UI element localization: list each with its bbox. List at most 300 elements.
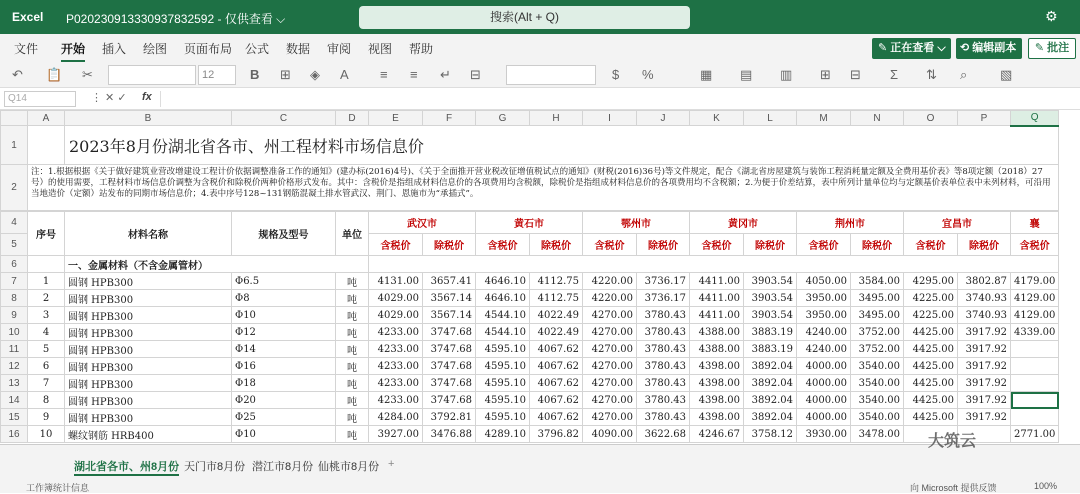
cell-price[interactable]: 4000.00	[797, 358, 851, 375]
cell-price[interactable]: 4295.00	[904, 273, 958, 290]
cell-price[interactable]: 3780.43	[637, 324, 690, 341]
cell-price[interactable]: 3780.43	[637, 307, 690, 324]
cell-price[interactable]: 4270.00	[583, 392, 637, 409]
cell-price[interactable]: 4411.00	[690, 307, 744, 324]
header-notax-price[interactable]: 除税价	[530, 234, 583, 256]
cell-price[interactable]: 4179.00	[1011, 273, 1059, 290]
header-unit[interactable]: 单位	[336, 212, 369, 256]
cell-price[interactable]: 4050.00	[797, 273, 851, 290]
cell-unit[interactable]: 吨	[336, 392, 369, 409]
gear-icon[interactable]: ⚙	[1045, 8, 1058, 24]
cell[interactable]	[369, 256, 1059, 273]
cell-price[interactable]: 4129.00	[1011, 307, 1059, 324]
cell-price[interactable]: 3540.00	[851, 409, 904, 426]
table-row[interactable]	[1, 409, 1059, 426]
cell-price[interactable]: 4225.00	[904, 307, 958, 324]
cell-price[interactable]: 4595.10	[476, 392, 530, 409]
cell-price[interactable]: 3892.04	[744, 358, 797, 375]
cell-name[interactable]: 螺纹钢筋 HRB400	[65, 426, 232, 443]
col-header-i[interactable]: I	[583, 111, 637, 126]
section-header[interactable]: 一、金属材料（不含金属管材）	[65, 256, 369, 273]
col-header-k[interactable]: K	[690, 111, 744, 126]
insert-cells-icon[interactable]: ⊞	[820, 67, 831, 82]
cell-seq[interactable]: 8	[28, 392, 65, 409]
cell-name[interactable]: 圆钢 HPB300	[65, 273, 232, 290]
cell-price[interactable]: 3883.19	[744, 341, 797, 358]
cell-price[interactable]: 4398.00	[690, 375, 744, 392]
cell-price[interactable]: 4411.00	[690, 273, 744, 290]
cell-price[interactable]: 4646.10	[476, 290, 530, 307]
cell-styles-icon[interactable]: ▥	[780, 67, 793, 82]
table-row[interactable]	[1, 273, 1059, 290]
data-rows[interactable]	[1, 273, 1059, 443]
workbook-stats[interactable]: 工作簿统计信息	[26, 483, 90, 493]
city-header-huangshi[interactable]: 黄石市	[476, 212, 583, 234]
title-bar	[0, 0, 1080, 34]
header-spec[interactable]: 规格及型号	[232, 212, 336, 256]
cell-price[interactable]: 3736.17	[637, 290, 690, 307]
cell-name[interactable]: 圆钢 HPB300	[65, 307, 232, 324]
header-tax-price[interactable]: 含税价	[904, 234, 958, 256]
cell-spec[interactable]: Φ16	[232, 358, 336, 375]
corner-cell[interactable]	[1, 111, 28, 126]
formula-bar	[0, 88, 1080, 110]
cell-price[interactable]: 4270.00	[583, 324, 637, 341]
row-header[interactable]: 15	[1, 409, 28, 426]
cell-price[interactable]: 4411.00	[690, 290, 744, 307]
cell-spec[interactable]: Φ14	[232, 341, 336, 358]
find-icon[interactable]: ⌕	[960, 67, 968, 82]
tab-page-layout[interactable]: 页面布局	[184, 42, 233, 56]
header-seq[interactable]: 序号	[28, 212, 65, 256]
cell-unit[interactable]: 吨	[336, 341, 369, 358]
cell-price[interactable]: 3478.00	[851, 426, 904, 443]
table-row[interactable]	[1, 307, 1059, 324]
cell-name[interactable]: 圆钢 HPB300	[65, 341, 232, 358]
conditional-format-icon[interactable]: ▦	[700, 67, 713, 82]
col-header-b[interactable]: B	[65, 111, 232, 126]
cell-unit[interactable]: 吨	[336, 273, 369, 290]
cell-price[interactable]: 3892.04	[744, 392, 797, 409]
cell-spec[interactable]: Φ20	[232, 392, 336, 409]
cell-price[interactable]: 3622.68	[637, 426, 690, 443]
cell-price[interactable]: 3927.00	[369, 426, 423, 443]
table-row[interactable]	[1, 392, 1059, 409]
header-tax-price[interactable]: 含税价	[583, 234, 637, 256]
cell-price[interactable]: 4544.10	[476, 307, 530, 324]
cell[interactable]	[28, 126, 65, 165]
cell-seq[interactable]: 10	[28, 426, 65, 443]
cell-price[interactable]: 4240.00	[797, 341, 851, 358]
feedback-link[interactable]: 向 Microsoft 提供反馈	[910, 483, 997, 493]
cell-price[interactable]: 4270.00	[583, 358, 637, 375]
cell-price[interactable]: 4595.10	[476, 341, 530, 358]
cell-price[interactable]: 4112.75	[530, 290, 583, 307]
cell-price[interactable]: 4595.10	[476, 358, 530, 375]
cell-price[interactable]: 4233.00	[369, 341, 423, 358]
cell-price[interactable]	[1011, 375, 1059, 392]
cell-price[interactable]: 3950.00	[797, 307, 851, 324]
cell-price[interactable]: 4289.10	[476, 426, 530, 443]
cell-price[interactable]: 4270.00	[583, 341, 637, 358]
cell-unit[interactable]: 吨	[336, 324, 369, 341]
merge-icon[interactable]: ⊟	[470, 67, 481, 82]
cell-price[interactable]: 4398.00	[690, 392, 744, 409]
cell-price[interactable]: 4233.00	[369, 358, 423, 375]
col-header-l[interactable]: L	[744, 111, 797, 126]
city-header-xiang[interactable]: 襄	[1011, 212, 1059, 234]
table-row[interactable]	[1, 358, 1059, 375]
cell-price[interactable]: 4425.00	[904, 324, 958, 341]
col-header-o[interactable]: O	[904, 111, 958, 126]
table-row[interactable]	[1, 341, 1059, 358]
viewing-mode-button[interactable]: ✎ 正在查看 ⌵	[872, 38, 951, 59]
name-box[interactable]: Q14	[4, 91, 76, 107]
sort-filter-icon[interactable]: ⇅	[926, 67, 937, 82]
sheet-title[interactable]: 2023年8月份湖北省各市、州工程材料市场信息价	[65, 126, 1059, 165]
analyze-icon[interactable]: ▧	[1000, 67, 1013, 82]
col-header-j[interactable]: J	[637, 111, 690, 126]
undo-icon[interactable]: ↶	[12, 67, 23, 82]
cell-price[interactable]: 3736.17	[637, 273, 690, 290]
cell-seq[interactable]: 9	[28, 409, 65, 426]
row-header[interactable]: 9	[1, 307, 28, 324]
cell-price[interactable]: 3796.82	[530, 426, 583, 443]
cell-price[interactable]: 3747.68	[423, 324, 476, 341]
tab-insert[interactable]: 插入	[102, 42, 127, 56]
cell-price[interactable]: 4339.00	[1011, 324, 1059, 341]
cell-price[interactable]: 3567.14	[423, 290, 476, 307]
city-header-yichang[interactable]: 宜昌市	[904, 212, 1011, 234]
cell-spec[interactable]: Φ8	[232, 290, 336, 307]
cell-price[interactable]: 3747.68	[423, 375, 476, 392]
cell-seq[interactable]: 7	[28, 375, 65, 392]
tab-data[interactable]: 数据	[286, 42, 311, 56]
city-header-wuhan[interactable]: 武汉市	[369, 212, 476, 234]
cell-price[interactable]: 4270.00	[583, 409, 637, 426]
cell-price[interactable]: 4270.00	[583, 307, 637, 324]
cell-price[interactable]: 3747.68	[423, 358, 476, 375]
cell-price[interactable]	[1011, 409, 1059, 426]
cell-seq[interactable]: 6	[28, 358, 65, 375]
cell-price[interactable]: 3792.81	[423, 409, 476, 426]
table-format-icon[interactable]: ▤	[740, 67, 753, 82]
format-painter-icon[interactable]: ✂	[82, 67, 93, 82]
bold-icon[interactable]: B	[250, 67, 260, 82]
cell-price[interactable]: 3584.00	[851, 273, 904, 290]
cell-price[interactable]: 4067.62	[530, 392, 583, 409]
cell-price[interactable]	[1011, 358, 1059, 375]
cancel-confirm-icons[interactable]: ⋮ ✕ ✓	[91, 92, 127, 104]
table-row[interactable]	[1, 324, 1059, 341]
col-header-e[interactable]: E	[369, 111, 423, 126]
add-sheet-button[interactable]: +	[388, 458, 395, 470]
cell-price[interactable]: 4246.67	[690, 426, 744, 443]
col-header-q[interactable]: Q	[1011, 111, 1059, 126]
row-header[interactable]: 6	[1, 256, 28, 273]
cell-price[interactable]: 3917.92	[958, 324, 1011, 341]
cell-price[interactable]: 4067.62	[530, 358, 583, 375]
col-header-f[interactable]: F	[423, 111, 476, 126]
cell-price[interactable]	[1011, 392, 1059, 409]
currency-icon[interactable]: $	[612, 67, 620, 82]
cell-name[interactable]: 圆钢 HPB300	[65, 324, 232, 341]
cell-price[interactable]: 3917.92	[958, 392, 1011, 409]
cell-price[interactable]: 4000.00	[797, 409, 851, 426]
cell-price[interactable]: 3758.12	[744, 426, 797, 443]
cell-price[interactable]: 3903.54	[744, 307, 797, 324]
cell-price[interactable]: 3780.43	[637, 375, 690, 392]
search-box[interactable]: 搜索(Alt + Q)	[359, 6, 690, 29]
paste-icon[interactable]: 📋	[46, 67, 63, 82]
cell-spec[interactable]: Φ25	[232, 409, 336, 426]
cell-price[interactable]: 4029.00	[369, 307, 423, 324]
row-header[interactable]: 4	[1, 212, 28, 234]
header-tax-price[interactable]: 含税价	[797, 234, 851, 256]
cell-price[interactable]: 4595.10	[476, 409, 530, 426]
cell-price[interactable]: 3802.87	[958, 273, 1011, 290]
cell-price[interactable]: 3740.93	[958, 290, 1011, 307]
cell-unit[interactable]: 吨	[336, 358, 369, 375]
cell-price[interactable]: 4000.00	[797, 375, 851, 392]
cell-price[interactable]: 3892.04	[744, 409, 797, 426]
cell-price[interactable]: 3567.14	[423, 307, 476, 324]
header-name[interactable]: 材料名称	[65, 212, 232, 256]
col-header-h[interactable]: H	[530, 111, 583, 126]
col-header-d[interactable]: D	[336, 111, 369, 126]
cell-price[interactable]: 3540.00	[851, 358, 904, 375]
cell-price[interactable]: 4129.00	[1011, 290, 1059, 307]
cell-price[interactable]: 3892.04	[744, 375, 797, 392]
cell-name[interactable]: 圆钢 HPB300	[65, 392, 232, 409]
cell-price[interactable]: 4022.49	[530, 324, 583, 341]
wrap-text-icon[interactable]: ↵	[440, 67, 451, 82]
city-header-jingzhou[interactable]: 荆州市	[797, 212, 904, 234]
header-notax-price[interactable]: 除税价	[744, 234, 797, 256]
cell-price[interactable]: 3917.92	[958, 375, 1011, 392]
header-notax-price[interactable]: 除税价	[851, 234, 904, 256]
cell-price[interactable]: 3476.88	[423, 426, 476, 443]
ribbon-toolbar	[0, 62, 1080, 88]
row-header[interactable]: 1	[1, 126, 28, 165]
cell-price[interactable]: 3903.54	[744, 273, 797, 290]
cell-price[interactable]: 4067.62	[530, 409, 583, 426]
cell-spec[interactable]: Φ12	[232, 324, 336, 341]
cell-price[interactable]: 3540.00	[851, 375, 904, 392]
header-tax-price[interactable]: 含税价	[476, 234, 530, 256]
percent-icon[interactable]: %	[642, 67, 654, 82]
tab-view[interactable]: 视图	[368, 42, 393, 56]
col-header-m[interactable]: M	[797, 111, 851, 126]
cell[interactable]	[28, 256, 65, 273]
header-tax-price[interactable]: 含税价	[690, 234, 744, 256]
row-header[interactable]: 16	[1, 426, 28, 443]
cell-price[interactable]: 3495.00	[851, 307, 904, 324]
city-header-ezhou[interactable]: 鄂州市	[583, 212, 690, 234]
cell-price[interactable]: 3495.00	[851, 290, 904, 307]
col-header-p[interactable]: P	[958, 111, 1011, 126]
cell-name[interactable]: 圆钢 HPB300	[65, 290, 232, 307]
cell-seq[interactable]: 3	[28, 307, 65, 324]
col-header-n[interactable]: N	[851, 111, 904, 126]
table-row[interactable]	[1, 290, 1059, 307]
sheet-table[interactable]	[0, 110, 1059, 443]
tab-help[interactable]: 帮助	[409, 42, 434, 56]
header-notax-price[interactable]: 除税价	[637, 234, 690, 256]
align-center-icon[interactable]: ≡	[410, 67, 418, 82]
cell-price[interactable]: 3917.92	[958, 358, 1011, 375]
cell-price[interactable]: 4225.00	[904, 290, 958, 307]
col-header-g[interactable]: G	[476, 111, 530, 126]
font-color-icon[interactable]: A	[340, 67, 349, 82]
cell-price[interactable]	[1011, 341, 1059, 358]
cell-price[interactable]: 4646.10	[476, 273, 530, 290]
cell-price[interactable]: 3780.43	[637, 358, 690, 375]
sheet-tab-xiantao[interactable]: 仙桃市8月份	[318, 461, 380, 473]
cell-spec[interactable]: Φ10	[232, 307, 336, 324]
cell-unit[interactable]: 吨	[336, 290, 369, 307]
header-notax-price[interactable]: 除税价	[423, 234, 476, 256]
cell-price[interactable]: 3930.00	[797, 426, 851, 443]
cell-price[interactable]: 4000.00	[797, 392, 851, 409]
col-header-a[interactable]: A	[28, 111, 65, 126]
cell-price[interactable]: 4388.00	[690, 324, 744, 341]
cell-price[interactable]: 3903.54	[744, 290, 797, 307]
document-title[interactable]: P020230913330937832592 - 仅供查看 ⌵	[66, 12, 286, 26]
row-header[interactable]: 5	[1, 234, 28, 256]
autosum-icon[interactable]: Σ	[890, 67, 899, 82]
cell-unit[interactable]: 吨	[336, 307, 369, 324]
row-header[interactable]: 7	[1, 273, 28, 290]
cell-unit[interactable]: 吨	[336, 375, 369, 392]
cell-name[interactable]: 圆钢 HPB300	[65, 358, 232, 375]
formula-input[interactable]	[160, 91, 1074, 107]
edit-copy-button[interactable]: ⟲ 编辑副本	[956, 38, 1022, 59]
cell-price[interactable]: 4233.00	[369, 375, 423, 392]
cell-price[interactable]: 3780.43	[637, 392, 690, 409]
cell-price[interactable]: 4220.00	[583, 290, 637, 307]
cell-price[interactable]: 4022.49	[530, 307, 583, 324]
tab-review[interactable]: 审阅	[327, 42, 352, 56]
number-format-combo[interactable]	[506, 65, 596, 85]
cell-price[interactable]: 4425.00	[904, 392, 958, 409]
header-tax-price[interactable]: 含税价	[1011, 234, 1059, 256]
row-header[interactable]: 11	[1, 341, 28, 358]
cell-unit[interactable]: 吨	[336, 409, 369, 426]
table-row[interactable]	[1, 426, 1059, 443]
cell-price[interactable]: 4388.00	[690, 341, 744, 358]
row-header[interactable]: 8	[1, 290, 28, 307]
cell-price[interactable]: 4131.00	[369, 273, 423, 290]
cell-price[interactable]: 4425.00	[904, 341, 958, 358]
cell-price[interactable]: 4270.00	[583, 375, 637, 392]
cell-price[interactable]: 4425.00	[904, 358, 958, 375]
cell-price[interactable]: 3747.68	[423, 341, 476, 358]
cell-price[interactable]: 4067.62	[530, 341, 583, 358]
comment-button[interactable]: ✎ 批注	[1028, 38, 1076, 59]
cell-price[interactable]: 3917.92	[958, 409, 1011, 426]
cell-price[interactable]: 2771.00	[1011, 426, 1059, 443]
row-header[interactable]: 2	[1, 165, 28, 211]
borders-icon[interactable]: ⊞	[280, 67, 291, 82]
spreadsheet-grid[interactable]	[0, 110, 1080, 444]
cell-price[interactable]: 3752.00	[851, 324, 904, 341]
cell-price[interactable]: 3747.68	[423, 392, 476, 409]
cell-price[interactable]: 4112.75	[530, 273, 583, 290]
cell-price[interactable]: 4067.62	[530, 375, 583, 392]
row-header[interactable]: 13	[1, 375, 28, 392]
cell-price[interactable]: 3740.93	[958, 307, 1011, 324]
cell-price[interactable]: 4544.10	[476, 324, 530, 341]
tab-formulas[interactable]: 公式	[245, 42, 270, 56]
sheet-tab-hubei[interactable]: 湖北省各市、州8月份	[74, 458, 179, 476]
cell-spec[interactable]: Φ6.5	[232, 273, 336, 290]
cell-price[interactable]: 4233.00	[369, 392, 423, 409]
cell-unit[interactable]: 吨	[336, 426, 369, 443]
cell-price[interactable]: 4240.00	[797, 324, 851, 341]
fx-icon[interactable]: fx	[142, 91, 152, 103]
fill-color-icon[interactable]: ◈	[310, 67, 320, 82]
cell-price[interactable]: 4220.00	[583, 273, 637, 290]
row-header[interactable]: 10	[1, 324, 28, 341]
cell-spec[interactable]: Φ10	[232, 426, 336, 443]
header-notax-price[interactable]: 除税价	[958, 234, 1011, 256]
cell-name[interactable]: 圆钢 HPB300	[65, 375, 232, 392]
row-header[interactable]: 12	[1, 358, 28, 375]
cell-price[interactable]: 4090.00	[583, 426, 637, 443]
cell-price[interactable]: 3950.00	[797, 290, 851, 307]
cell-price[interactable]: 4284.00	[369, 409, 423, 426]
font-name-combo[interactable]	[108, 65, 196, 85]
delete-cells-icon[interactable]: ⊟	[850, 67, 861, 82]
cell-seq[interactable]: 5	[28, 341, 65, 358]
sheet-tab-tianmen[interactable]: 天门市8月份	[184, 461, 246, 473]
cell-seq[interactable]: 4	[28, 324, 65, 341]
cell-price[interactable]: 4029.00	[369, 290, 423, 307]
sheet-tab-qianjiang[interactable]: 潜江市8月份	[252, 461, 314, 473]
cell-price[interactable]: 4233.00	[369, 324, 423, 341]
header-tax-price[interactable]: 含税价	[369, 234, 423, 256]
cell-price[interactable]: 4595.10	[476, 375, 530, 392]
tab-home[interactable]: 开始	[61, 42, 86, 56]
cell-seq[interactable]: 2	[28, 290, 65, 307]
tab-draw[interactable]: 绘图	[143, 42, 168, 56]
cell-price[interactable]: 3657.41	[423, 273, 476, 290]
city-header-huanggang[interactable]: 黄冈市	[690, 212, 797, 234]
zoom-level[interactable]: 100%	[1034, 481, 1058, 491]
sheet-note[interactable]: 注：1.根据根据《关于做好建筑业营改增建设工程计价依据调整准备工作的通知》(建办标(2016)4号)、《关于全面推开营业税改征增值税试点的通知》(财税(2016)36号)等文件规定，配合《湖北省房屋建筑与装饰工程消耗量定额及全费用基价表》等8项定额（2018）27号）的使用需要，工程材料市场信息价调整为含税价和除税价两种价格形式发布。其中：含税价是指组成材料信息价的各项费用均含税额，除税价是指组成材料信息价的各项费用均不含税额；2.为便于价差结算，表中所列计量单位均与定额基价表单位表中未列材料，可沿用当地造价（定额）站发布的同期市场信息价；4.表中序号128~131钢筋混凝土排水管武汉、荆门、恩施市为“承插式”。	[28, 165, 1059, 211]
cell-price[interactable]: 3752.00	[851, 341, 904, 358]
cell-price[interactable]: 4398.00	[690, 358, 744, 375]
cell-price[interactable]: 4425.00	[904, 375, 958, 392]
align-left-icon[interactable]: ≡	[380, 67, 388, 82]
cell-price[interactable]: 3883.19	[744, 324, 797, 341]
table-row[interactable]	[1, 375, 1059, 392]
col-header-c[interactable]: C	[232, 111, 336, 126]
cell-price[interactable]: 3540.00	[851, 392, 904, 409]
cell-seq[interactable]: 1	[28, 273, 65, 290]
cell-price[interactable]: 3780.43	[637, 341, 690, 358]
cell-price[interactable]: 3917.92	[958, 341, 1011, 358]
row-header[interactable]: 14	[1, 392, 28, 409]
cell-name[interactable]: 圆钢 HPB300	[65, 409, 232, 426]
cell-price[interactable]: 3780.43	[637, 409, 690, 426]
cell-spec[interactable]: Φ18	[232, 375, 336, 392]
tab-file[interactable]: 文件	[14, 42, 39, 56]
cell-price[interactable]: 4425.00	[904, 409, 958, 426]
cell-price[interactable]: 4398.00	[690, 409, 744, 426]
font-size-combo[interactable]: 12	[198, 65, 236, 85]
